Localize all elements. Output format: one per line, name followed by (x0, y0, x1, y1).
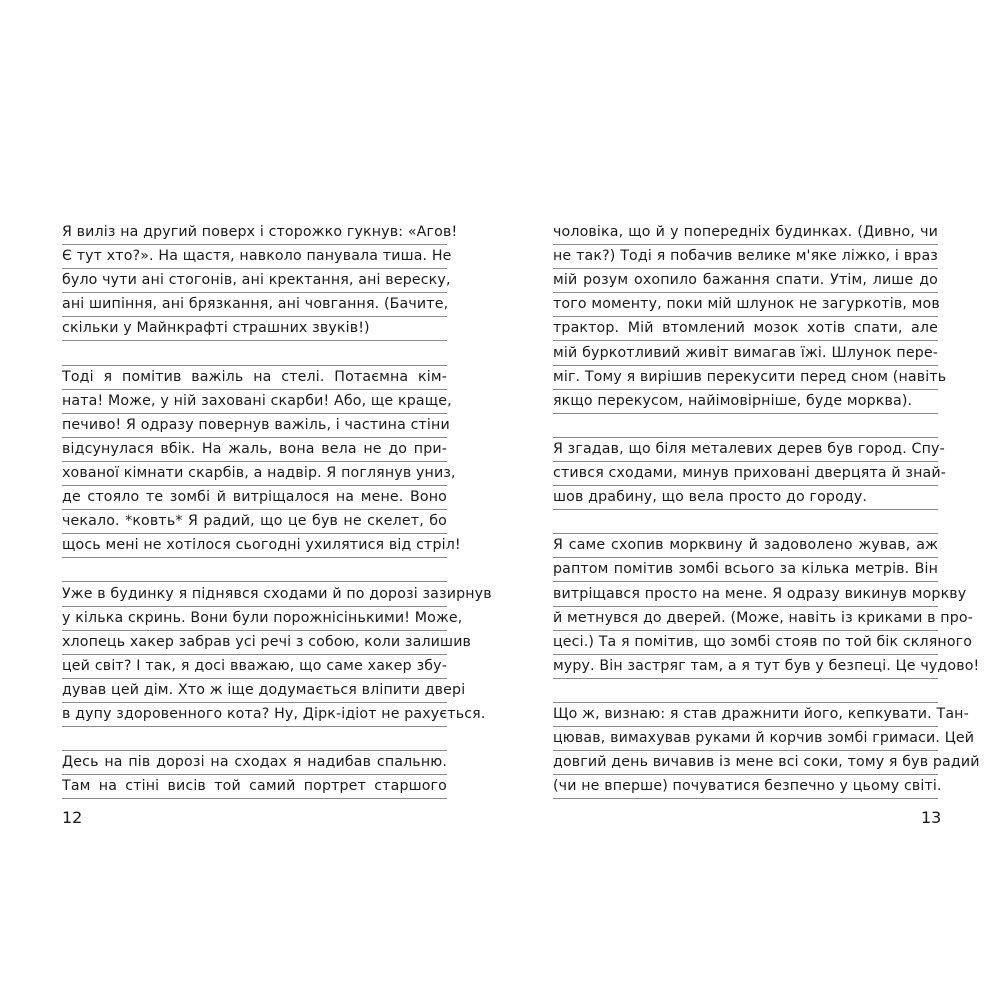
text-line: шов драбину, що вела просто до городу. (553, 486, 938, 510)
text-line: Що ж, визнаю: я став дражнити його, кепкувати. Тан- (553, 703, 938, 727)
text-line: Я саме схопив морквину й задоволено жував, аж (553, 534, 938, 558)
text-line: Є тут хто?». На щастя, навколо панувала тиша. Не (62, 245, 447, 269)
text-line: цював, вимахував руками й корчив зомбі гримаси. Цей (553, 727, 938, 751)
text-line: де стояло те зомбі й витріщалося на мене. Воно (62, 486, 447, 510)
text-line: раптом помітив зомбі всього за кілька метрів. Він (553, 558, 938, 582)
text-line: чоловіка, що й у попередніх будинках. (Дивно, чи (553, 221, 938, 245)
text-line: мій розум охопило бажання спати. Утім, лише до (553, 269, 938, 293)
text-line: в дупу здоровенного кота? Ну, Дірк-ідіот не рахується. (62, 703, 447, 727)
text-line: якщо перекусом, найімовірніше, буде морква). (553, 390, 938, 414)
text-line: дував цей дім. Хто ж іще додумається вліпити двері (62, 679, 447, 703)
text-line: Тоді я помітив важіль на стелі. Потаємна кім- (62, 366, 447, 390)
text-line: Я згадав, що біля металевих дерев був город. Спу- (553, 438, 938, 462)
text-line: того моменту, поки мій шлунок не загуркотів, мов (553, 293, 938, 317)
blank-ruled-line (62, 727, 447, 751)
text-line: ната! Може, у ній заховані скарби! Або, ще краще, (62, 390, 447, 414)
text-line: мій буркотливий живіт вимагав їжі. Шлунок пере- (553, 342, 938, 366)
text-line: цесі.) Та я помітив, що зомбі стояв по той бік скляного (553, 631, 938, 655)
text-line: відсунулася вбік. На жаль, вона вела не до при- (62, 438, 447, 462)
blank-ruled-line (62, 558, 447, 582)
blank-ruled-line (553, 414, 938, 438)
text-line: муру. Він застряг там, а я тут був у безпеці. Це чудово! (553, 655, 938, 679)
text-line: ані шипіння, ані брязкання, ані човгання. (Бачите, (62, 293, 447, 317)
text-line: у кілька скринь. Вони були порожнісінькими! Може, (62, 607, 447, 631)
text-line: стився сходами, минув приховані дверцята й знай- (553, 462, 938, 486)
blank-ruled-line (553, 510, 938, 534)
text-line: Десь на пів дорозі на сходах я надибав спальню. (62, 751, 447, 775)
blank-ruled-line (62, 342, 447, 366)
text-line: трактор. Мій втомлений мозок хотів спати, але (553, 317, 938, 341)
text-line: й метнувся до дверей. (Може, навіть із криками в про- (553, 607, 938, 631)
text-line: (чи не вперше) почуватися безпечно у цьому світі. (553, 775, 938, 799)
text-line: чекало. *ковть* Я радий, що це був не скелет, бо (62, 510, 447, 534)
text-line: не так?) Тоді я побачив велике м'яке ліжко, і враз (553, 245, 938, 269)
page-number-left: 12 (62, 808, 83, 827)
text-line: довгий день вичавив із мене всі соки, тому я був радий (553, 751, 938, 775)
page-number-right: 13 (921, 808, 942, 827)
text-line: хованої кімнати скарбів, а надвір. Я поглянув униз, (62, 462, 447, 486)
text-line: Там на стіні висів той самий портрет старшого (62, 775, 447, 799)
text-line: Я виліз на другий поверх і сторожко гукнув: «Агов! (62, 221, 447, 245)
text-line: скільки у Майнкрафті страшних звуків!) (62, 317, 447, 341)
text-line: щось мені не хотілося сьогодні ухилятися від стріл! (62, 534, 447, 558)
text-line: було чути ані стогонів, ані кректання, ані вереску, (62, 269, 447, 293)
text-line: цей світ? І так, я досі вважаю, що саме хакер збу- (62, 655, 447, 679)
text-line: витріщався просто на мене. Я одразу викинув моркву (553, 583, 938, 607)
text-line: хлопець хакер забрав усі речі з собою, коли залишив (62, 631, 447, 655)
text-line: Уже в будинку я піднявся сходами й по дорозі зазирнув (62, 583, 447, 607)
text-line: міг. Тому я вирішив перекусити перед сном (навіть (553, 366, 938, 390)
text-line: печиво! Я одразу повернув важіль, і частина стіни (62, 414, 447, 438)
blank-ruled-line (553, 679, 938, 703)
